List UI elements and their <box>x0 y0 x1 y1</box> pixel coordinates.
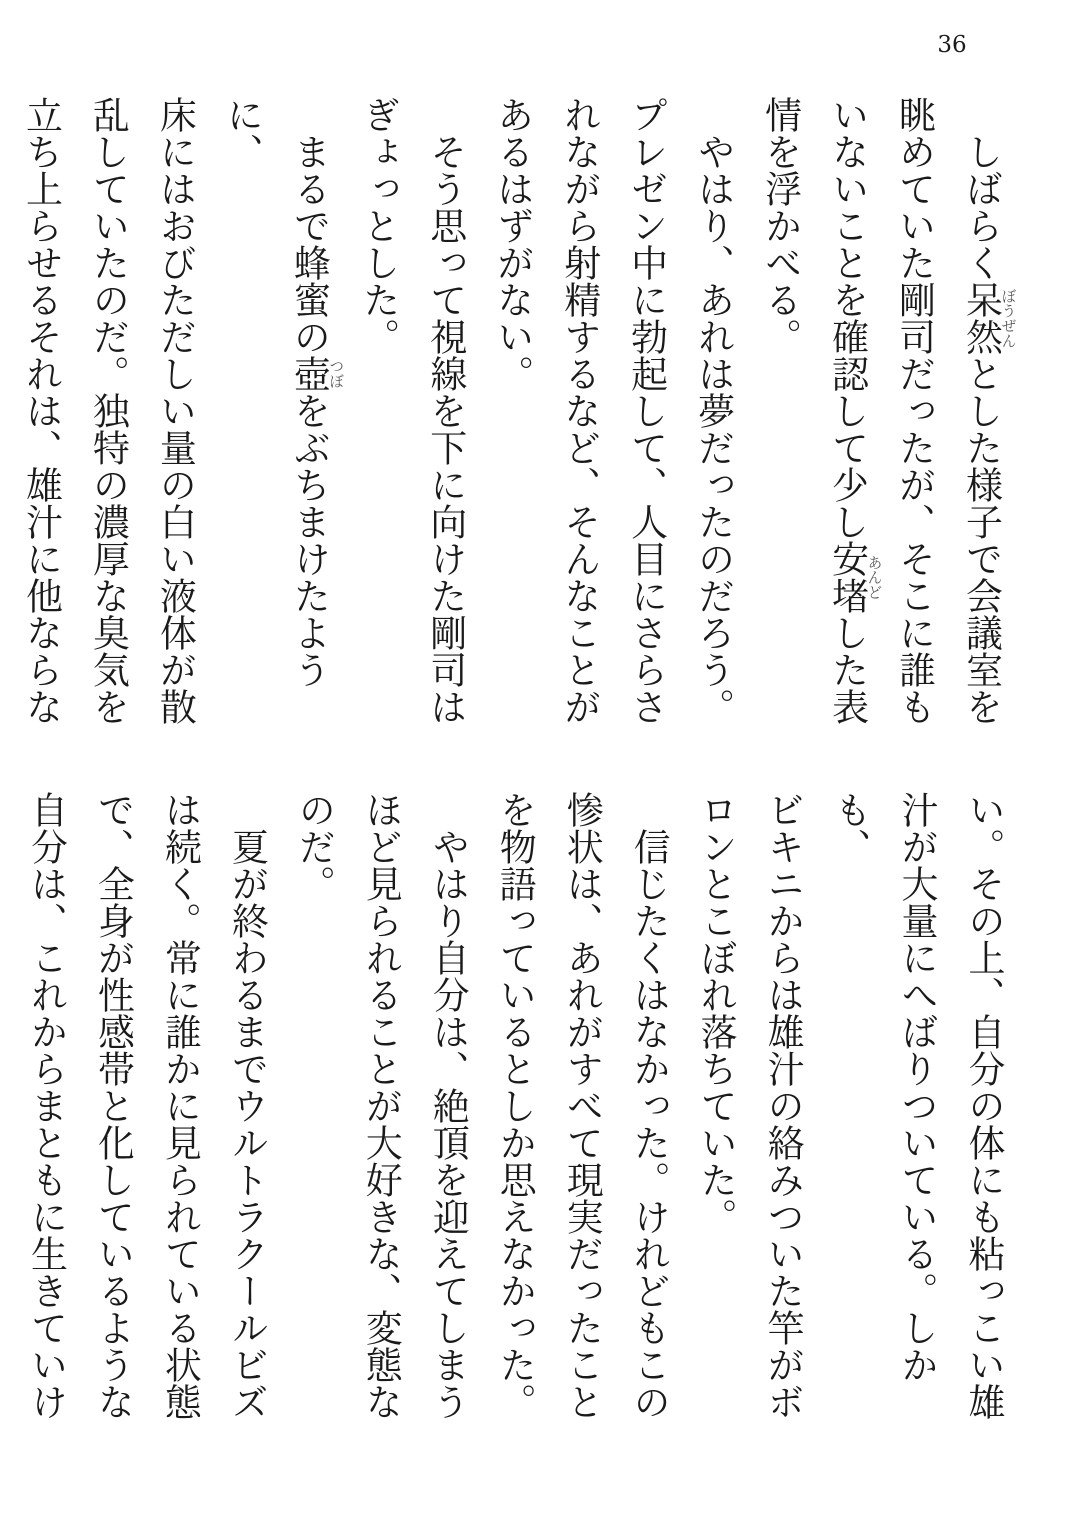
furigana-ruby: 呆然ぼうぜん <box>959 281 1017 355</box>
furigana-ruby: 安堵あんど <box>825 540 883 614</box>
paragraph: 夏が終わるまでウルトラクールビズ は続く。常に誰かに見られている状態 で、全身が性感帯と化しているような 自分は、これからまともに生きていけ <box>24 791 269 1420</box>
paragraph: 信じたくはなかった。けれどもこの 惨状は、あれがすべて現実だったこと を物語っているとしか思えなかった。 <box>493 791 671 1420</box>
page-number: 36 <box>937 32 967 58</box>
paragraph: まるで蜂蜜の壺つぼをぶちまけたように、 床にはおびただしい量の白い液体が散 乱していたのだ。独特の濃厚な臭気を 立ち上らせるそれは、雄汁に他ならな <box>19 96 345 725</box>
furigana-ruby: 壺つぼ <box>287 355 345 392</box>
paragraph: やはり自分は、絶頂を迎えてしまう ほど見られることが大好きな、変態な のだ。 <box>292 791 470 1420</box>
paragraph: しばらく呆然ぼうぜんとした様子で会議室を 眺めていた剛司だったが、そこに誰も いないことを確認して少し安堵あんどした表 情を浮かべる。 <box>758 96 1017 725</box>
paragraph: やはり、あれは夢だったのだろう。 プレゼン中に勃起して、人目にさらさ れながら射精するなど、そんなことが あるはずがない。 <box>490 96 735 725</box>
paragraph: そう思って視線を下に向けた剛司は ぎょっとした。 <box>356 96 467 725</box>
text-block-top <box>6 96 1016 725</box>
text-block-bottom <box>11 791 1016 1420</box>
paragraph: い。その上、自分の体にも粘っこい雄 汁が大量にへばりついている。しかも、 ビキニからは雄汁の絡みついた竿がボ ロンとこぼれ落ちていた。 <box>694 791 1005 1420</box>
